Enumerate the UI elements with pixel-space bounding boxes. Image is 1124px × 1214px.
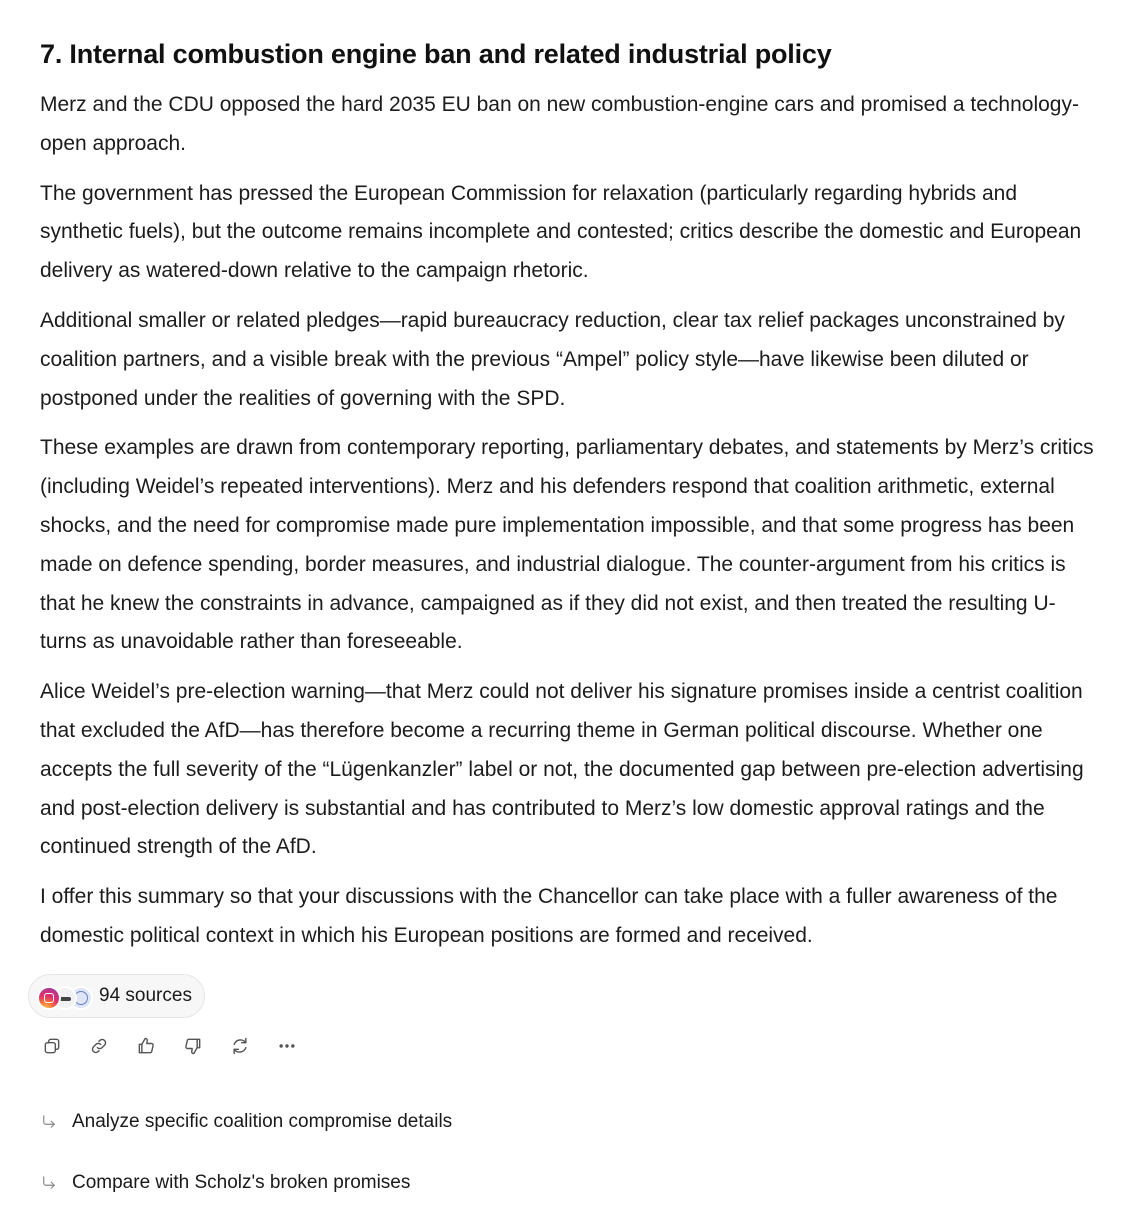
- copy-button[interactable]: [36, 1030, 68, 1062]
- paragraph: Additional smaller or related pledges—rapid bureaucracy reduction, clear tax relief packages unconstrained by coalition partners, and a visible break with the previous “Ampel” policy style—have likewise been diluted or postponed under the realities of governing with the SPD.: [40, 308, 1065, 410]
- source-favicons: [37, 983, 93, 1009]
- thumbs-up-button[interactable]: [130, 1030, 162, 1062]
- more-options-button[interactable]: [271, 1030, 303, 1062]
- answer-content: [40, 34, 1100, 1214]
- sources-count-label: 94 sources: [99, 984, 192, 1006]
- thumbs-down-icon: [183, 1036, 203, 1056]
- instagram-icon: [37, 986, 61, 1010]
- paragraph: I offer this summary so that your discussions with the Chancellor can take place with a fuller awareness of the domestic political context in which his European positions are formed and received.: [40, 885, 1058, 947]
- regenerate-button[interactable]: [224, 1030, 256, 1062]
- more-icon: [277, 1036, 297, 1056]
- followup-label: Compare with Scholz's broken promises: [72, 1172, 411, 1194]
- followup-item[interactable]: [40, 1092, 1100, 1153]
- followup-item[interactable]: [40, 1153, 1100, 1214]
- followup-label: Analyze specific coalition compromise details: [72, 1111, 453, 1133]
- followup-list: [40, 1092, 1100, 1214]
- arrow-return-icon: [40, 1113, 72, 1131]
- message-actions: [36, 1030, 1100, 1062]
- paragraph: The government has pressed the European Commission for relaxation (particularly regarding hybrids and synthetic fuels), but the outcome remains incomplete and contested; critics describe the domestic and European delivery as watered-down relative to the campaign rhetoric.: [40, 181, 1082, 283]
- thumbs-down-button[interactable]: [177, 1030, 209, 1062]
- share-link-button[interactable]: [83, 1030, 115, 1062]
- paragraph: Merz and the CDU opposed the hard 2035 EU ban on new combustion-engine cars and promised a technology-open approach.: [40, 93, 1079, 155]
- thumbs-up-icon: [136, 1036, 156, 1056]
- section-heading: 7. Internal combustion engine ban and related industrial policy: [40, 39, 832, 69]
- arrow-return-icon: [40, 1174, 72, 1192]
- copy-icon: [42, 1036, 62, 1056]
- link-icon: [89, 1036, 109, 1056]
- regenerate-icon: [230, 1036, 250, 1056]
- sources-button[interactable]: [28, 974, 205, 1018]
- paragraph: Alice Weidel’s pre-election warning—that Merz could not deliver his signature promises inside a centrist coalition that excluded the AfD—has therefore become a recurring theme in German political discourse. Whether one accepts the full severity of the “Lügenkanzler” label or not, the documented gap between pre-election advertising and post-election delivery is substantial and has contributed to Merz’s low domestic approval ratings and the continued strength of the AfD.: [40, 680, 1084, 859]
- paragraph: These examples are drawn from contemporary reporting, parliamentary debates, and statements by Merz’s critics (including Weidel’s repeated interventions). Merz and his defenders respond that coalition arithmetic, external shocks, and the need for compromise made pure implementation impossible, and that some progress has been made on defence spending, border measures, and industrial dialogue. The counter-argument from his critics is that he knew the constraints in advance, campaigned as if they did not exist, and then treated the resulting U-turns as unavoidable rather than foreseeable.: [40, 436, 1094, 654]
